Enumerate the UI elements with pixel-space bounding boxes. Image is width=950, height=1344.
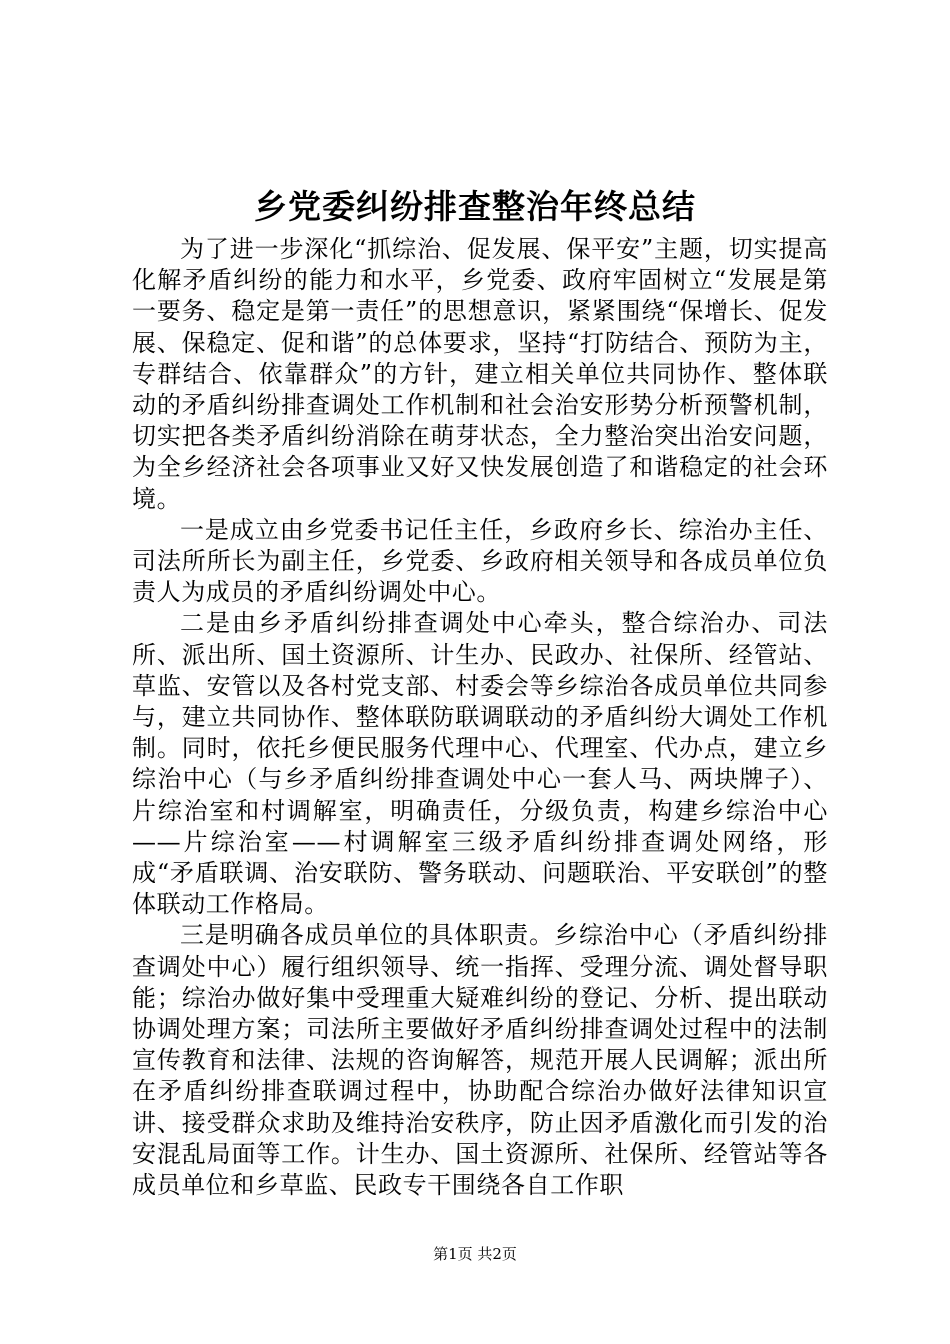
paragraph-intro: 为了进一步深化“抓综治、促发展、保平安”主题，切实提高化解矛盾纠纷的能力和水平，乡党委、政府牢固树立“发展是第一要务、稳定是第一责任”的思想意识，紧紧围绕“保增长、促发展、保稳定、促和谐”的总体要求，坚持“打防结合、预防为主，专群结合、依靠群众”的方针，建立相关单位共同协作、整体联动的矛盾纠纷排查调处工作机制和社会治安形势分析预警机制，切实把各类矛盾纠纷消除在萌芽状态，全力整治突出治安问题，为全乡经济社会各项事业又好又快发展创造了和谐稳定的社会环境。: [132, 235, 828, 513]
paragraph-point-three: 三是明确各成员单位的具体职责。乡综治中心（矛盾纠纷排查调处中心）履行组织领导、统一指挥、受理分流、调处督导职能；综治办做好集中受理重大疑难纠纷的登记、分析、提出联动协调处理方案；司法所主要做好矛盾纠纷排查调处过程中的法制宣传教育和法律、法规的咨询解答，规范开展人民调解；派出所在矛盾纠纷排查联调过程中，协助配合综治办做好法律知识宣讲、接受群众求助及维持治安秩序，防止因矛盾激化而引发的治安混乱局面等工作。计生办、国土资源所、社保所、经管站等各成员单位和乡草监、民政专干围绕各自工作职: [132, 921, 828, 1200]
paragraph-point-two: 二是由乡矛盾纠纷排查调处中心牵头，整合综治办、司法所、派出所、国土资源所、计生办、民政办、社保所、经管站、草监、安管以及各村党支部、村委会等乡综治各成员单位共同参与，建立共同协作、整体联防联调联动的矛盾纠纷大调处工作机制。同时，依托乡便民服务代理中心、代理室、代办点，建立乡综治中心（与乡矛盾纠纷排查调处中心一套人马、两块牌子）、片综治室和村调解室，明确责任，分级负责，构建乡综治中心——片综治室——村调解室三级矛盾纠纷排查调处网络，形成“矛盾联调、治安联防、警务联动、问题联治、平安联创”的整体联动工作格局。: [132, 609, 828, 919]
paragraph-point-one: 一是成立由乡党委书记任主任，乡政府乡长、综治办主任、司法所所长为副主任，乡党委、乡政府相关领导和各成员单位负责人为成员的矛盾纠纷调处中心。: [132, 515, 828, 607]
document-body: [132, 234, 828, 1201]
page-number-footer: 第1页 共2页: [433, 1245, 517, 1263]
document-title: 乡党委纠纷排查整治年终总结: [254, 187, 696, 226]
